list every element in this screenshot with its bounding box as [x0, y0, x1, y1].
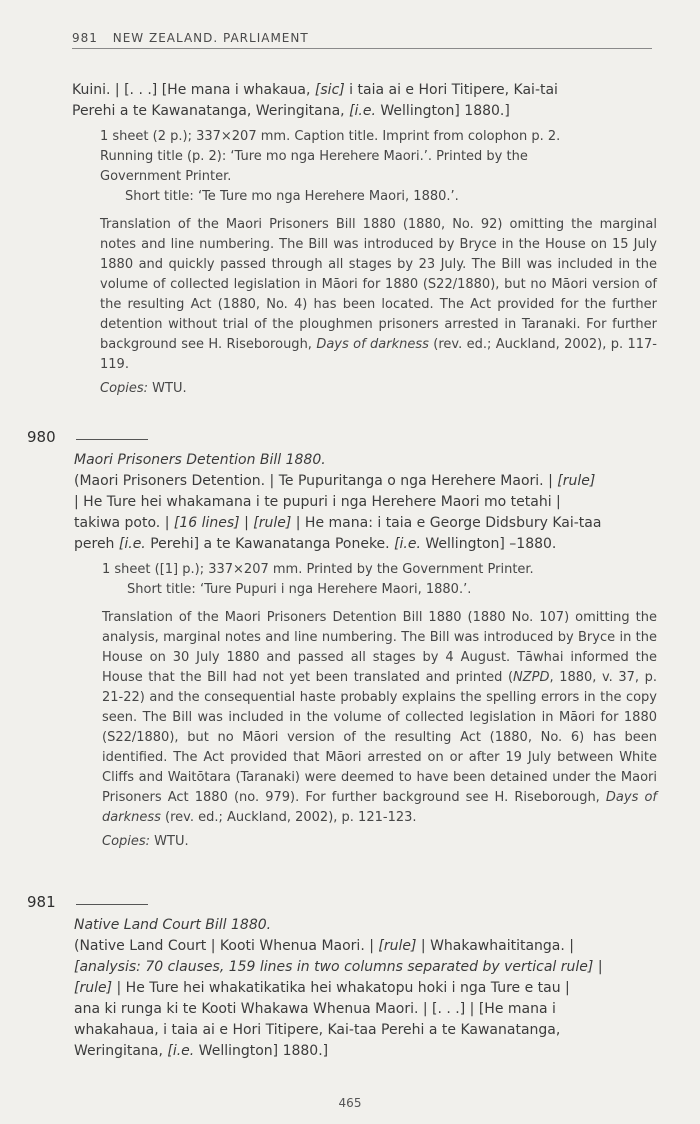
- entry-rule: [76, 439, 148, 440]
- entry-copies: Copies: WTU.: [102, 834, 189, 849]
- entry-number: 981: [27, 893, 56, 911]
- continued-copies: Copies: WTU.: [100, 381, 187, 396]
- entry-note: Translation of the Maori Prisoners Detention Bill 1880 (1880 No. 107) omitting the analysis, marginal notes and line numbering. The Bill was introduced by Bryce in the House on 30 July 1880 and passed all stages by 4 August. Tāwhai informed the House that the Bill had not yet been translated and printed (NZPD, 1880, v. 37, p. 21-22) and the consequential haste probably explains the spelling errors in the copy seen. The Bill was included in the volume of collected legislation in Māori for 1880 (S22/1880), but no Māori version of the resulting Act (1880, No. 6) has been identified. The Act provided that Māori arrested on or after 19 July between White Cliffs and Waitōtara (Taranaki) were deemed to have been detained under the Maori Prisoners Act 1880 (no. 979). For further background see H. Riseborough, Days of darkness (rev. ed.; Auckland, 2002), p. 121-123.: [102, 610, 657, 825]
- entry-number: 980: [27, 428, 56, 446]
- continued-short-title: Short title: ‘Te Ture mo nga Herehere Maori, 1880.’.: [125, 189, 459, 204]
- entry-description: 1 sheet ([1] p.); 337×207 mm. Printed by the Government Printer. Short title: ‘Ture Pupuri i nga Herehere Maori, 1880.’.: [102, 560, 657, 600]
- continued-entry: [72, 80, 657, 399]
- running-head-title: NEW ZEALAND. PARLIAMENT: [112, 31, 309, 45]
- entry-rule: [76, 904, 148, 905]
- entry-heading: Maori Prisoners Detention Bill 1880.: [74, 452, 326, 468]
- running-head-page-ref: 981: [72, 31, 98, 45]
- entry-heading: Native Land Court Bill 1880.: [74, 917, 272, 933]
- continued-description: 1 sheet (2 p.); 337×207 mm. Caption title. Imprint from colophon p. 2. Running title (p. 2): ‘Ture mo nga Herehere Maori.’. Printed by the Government Printer. Short title: ‘Te Ture mo nga Herehere Maori, 1880.’.: [100, 127, 657, 207]
- entry-title: Maori Prisoners Detention Bill 1880. (Maori Prisoners Detention. | Te Pupuritanga o nga Herehere Maori. | [rule] | He Ture hei whakamana i te pupuri i nga Herehere Maori mo tetahi | takiwa poto. | [16 lines] | [rule] | He mana: i taia e George Didsbury Kai-taa pereh [i.e. Perehi] a te Kawanatanga Poneke. [i.e. Wellington] –1880.: [74, 452, 602, 552]
- entry-short-title: Short title: ‘Ture Pupuri i nga Herehere Maori, 1880.’.: [127, 582, 472, 597]
- running-head: [72, 31, 652, 49]
- continued-title: Kuini. | [. . .] [He mana i whakaua, [sic] i taia ai e Hori Titipere, Kai-tai Perehi a te Kawanatanga, Weringitana, [i.e. Wellington] 1880.]: [72, 82, 558, 119]
- continued-note: Translation of the Maori Prisoners Bill 1880 (1880, No. 92) omitting the marginal notes and line numbering. The Bill was introduced by Bryce in the House on 15 July 1880 and quickly passed through all stages by 23 July. The Bill was included in the volume of collected legislation in Māori for 1880 (S22/1880), but no Māori version of the resulting Act (1880, No. 4) has been located. The Act provided for the further detention without trial of the ploughmen prisoners arrested in Taranaki. For further background see H. Riseborough, Days of darkness (rev. ed.; Auckland, 2002), p. 117-119.: [100, 217, 657, 372]
- entry-title: Native Land Court Bill 1880. (Native Land Court | Kooti Whenua Maori. | [rule] | Whakawhaititanga. | [analysis: 70 clauses, 159 lines in two columns separated by vertical rule] | [rule] | He Ture hei whakatikatika hei whakatopu hoki i nga Ture e tau | ana ki runga ki te Kooti Whakawa Whenua Maori. | [. . .] | [He mana i whakahaua, i taia ai e Hori Titipere, Kai-taa Perehi a te Kawanatanga, Weringitana, [i.e. Wellington] 1880.]: [74, 917, 603, 1059]
- page-number: 465: [338, 1096, 362, 1110]
